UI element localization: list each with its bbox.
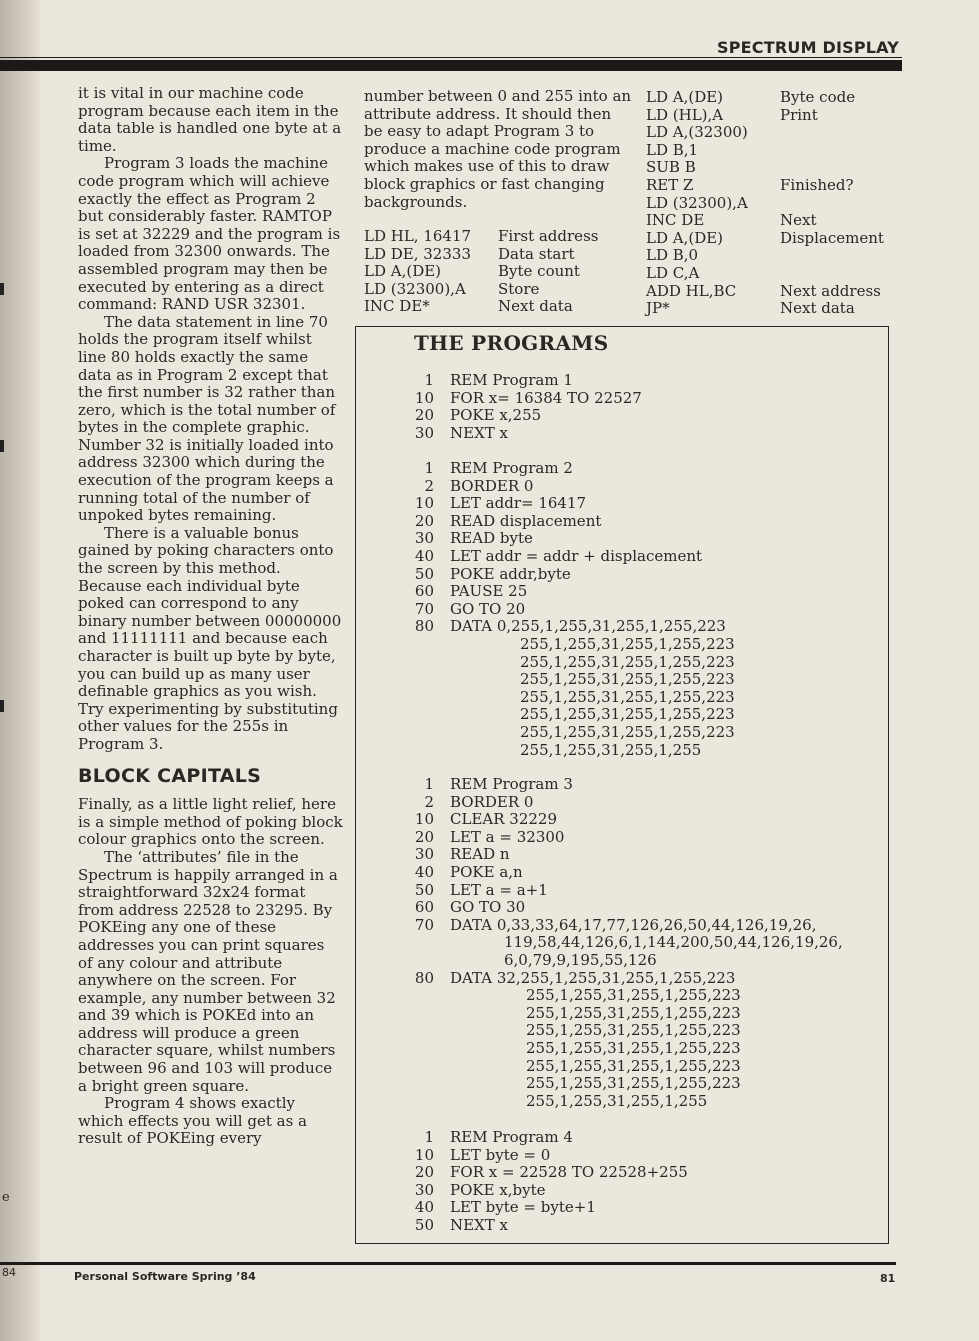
data-continuation: 119,58,44,126,6,1,144,200,50,44,126,19,26, (504, 933, 843, 952)
code-text: FOR x = 22528 TO 22528+255 (450, 1163, 688, 1182)
assembly-line (646, 212, 884, 230)
assembly-comment: Finished? (780, 175, 854, 194)
assembly-comment: First address (498, 227, 599, 245)
code-text: LET byte = 0 (450, 1145, 551, 1164)
line-number: 1 (424, 1128, 434, 1146)
code-text: DATA 0,33,33,64,17,77,126,26,50,44,126,19,26, (450, 915, 817, 934)
data-continuation: 255,1,255,31,255,1,255,223 (526, 1074, 741, 1093)
data-continuation: 255,1,255,31,255,1,255,223 (526, 986, 741, 1005)
assembly-comment: Next (780, 211, 817, 230)
line-number: 70 (414, 915, 434, 934)
assembly-line (646, 247, 884, 265)
code-text: BORDER 0 (450, 476, 534, 495)
code-text: PAUSE 25 (450, 582, 528, 601)
data-continuation: 255,1,255,31,255,1,255,223 (520, 652, 735, 671)
code-line (406, 1164, 688, 1182)
line-number: 60 (414, 582, 434, 601)
line-number: 1 (424, 371, 434, 389)
code-text: READ n (450, 845, 510, 864)
assembly-op: LD B,0 (646, 246, 699, 265)
assembly-op: LD (32300),A (646, 193, 748, 212)
line-number: 1 (424, 775, 434, 793)
assembly-comment: Next data (780, 299, 855, 318)
assembly-comment: Displacement (780, 228, 884, 247)
line-number: 20 (414, 1163, 434, 1182)
paragraph: Program 3 loads the machine code program which will achieve exactly the effect as Program 2 but considerably faster. RAMTOP is set at 32229 and the program is loaded from 32300 onwards. The assembled program may then be executed by entering as a direct command: RAND USR 32301. (78, 154, 341, 314)
code-line (406, 618, 735, 636)
line-number: 40 (414, 1198, 434, 1217)
header-rule-thin (0, 57, 902, 58)
line-number: 30 (414, 423, 434, 442)
code-text: LET addr= 16417 (450, 494, 587, 513)
assembly-line (646, 230, 884, 248)
assembly-op: LD (HL),A (646, 105, 724, 124)
line-number: 30 (414, 529, 434, 548)
line-number: 40 (414, 546, 434, 565)
assembly-comment: Print (780, 105, 818, 124)
paragraph: Program 4 shows exactly which effects you will get as a result of POKEing every (78, 1094, 307, 1148)
assembly-op: JP* (646, 299, 670, 318)
section-title: SPECTRUM DISPLAY (717, 38, 899, 57)
line-number: 20 (414, 511, 434, 530)
assembly-op: SUB B (646, 158, 696, 177)
line-number: 30 (414, 1180, 434, 1199)
code-text: POKE x,255 (450, 406, 542, 425)
code-text: REM Program 1 (450, 371, 573, 389)
code-line (406, 794, 843, 812)
code-text: GO TO 20 (450, 599, 526, 618)
assembly-op: INC DE (646, 211, 705, 230)
assembly-op: LD C,A (646, 263, 700, 282)
code-line (406, 530, 735, 548)
assembly-line (646, 124, 884, 142)
code-line (406, 1147, 688, 1165)
code-text: LET addr = addr + displacement (450, 546, 703, 565)
line-number: 10 (414, 494, 434, 513)
code-text: DATA 0,255,1,255,31,255,1,255,223 (450, 617, 726, 636)
assembly-line (646, 300, 884, 318)
assembly-line (364, 298, 598, 316)
assembly-listing-1 (364, 228, 598, 316)
code-line (406, 846, 843, 864)
page-number: 81 (880, 1272, 896, 1285)
data-continuation: 255,1,255,31,255,1,255,223 (520, 670, 735, 689)
line-number: 80 (414, 617, 434, 636)
code-line (406, 829, 843, 847)
publication-footer: Personal Software Spring ’84 (74, 1270, 256, 1283)
line-number: 20 (414, 827, 434, 846)
code-text: REM Program 2 (450, 459, 573, 477)
line-number: 1 (424, 459, 434, 477)
assembly-comment: Byte count (498, 262, 580, 281)
assembly-line (646, 177, 884, 195)
code-line (406, 1129, 688, 1147)
code-text: READ byte (450, 529, 533, 548)
code-line (406, 372, 642, 390)
line-number: 70 (414, 599, 434, 618)
line-number: 80 (414, 968, 434, 987)
code-text: GO TO 30 (450, 898, 526, 917)
code-text: LET a = a+1 (450, 880, 548, 899)
code-line (406, 583, 735, 601)
line-number: 30 (414, 845, 434, 864)
assembly-line (646, 142, 884, 160)
data-continuation: 255,1,255,31,255,1,255 (520, 740, 702, 759)
code-text: POKE a,n (450, 862, 523, 881)
code-line (406, 1199, 688, 1217)
line-number: 10 (414, 1145, 434, 1164)
line-number: 50 (414, 564, 434, 583)
code-text: REM Program 4 (450, 1128, 573, 1146)
code-text: FOR x= 16384 TO 22527 (450, 388, 642, 407)
assembly-comment: Next data (498, 297, 573, 316)
line-number: 2 (424, 792, 434, 811)
code-line (406, 495, 735, 513)
code-line (406, 1182, 688, 1200)
assembly-line (646, 283, 884, 301)
code-line (406, 899, 843, 917)
data-continuation: 255,1,255,31,255,1,255,223 (520, 722, 735, 741)
assembly-comment: Store (498, 279, 540, 298)
header-rule (0, 60, 902, 71)
block-capitals-heading: BLOCK CAPITALS (78, 764, 262, 787)
code-line (406, 776, 843, 794)
data-continuation: 255,1,255,31,255,1,255,223 (520, 634, 735, 653)
code-line (406, 548, 735, 566)
assembly-line (364, 281, 598, 299)
paragraph: it is vital in our machine code program because each item in the data table is handled one byte at a time. (78, 84, 342, 155)
code-text: BORDER 0 (450, 792, 534, 811)
assembly-line (646, 159, 884, 177)
assembly-comment: Next address (780, 281, 881, 300)
code-text: READ displacement (450, 511, 602, 530)
line-number: 60 (414, 898, 434, 917)
line-number: 50 (414, 1215, 434, 1234)
assembly-op: LD A,(DE) (646, 228, 724, 247)
code-line (406, 460, 735, 478)
code-line (406, 1217, 688, 1235)
previous-page-number: 84 (2, 1266, 16, 1279)
code-text: POKE x,byte (450, 1180, 546, 1199)
data-continuation: 255,1,255,31,255,1,255,223 (520, 687, 735, 706)
assembly-op: LD DE, 32333 (364, 244, 471, 263)
code-text: POKE addr,byte (450, 564, 571, 583)
left-column (78, 85, 343, 1148)
middle-column (364, 88, 634, 211)
program-1-listing (406, 372, 642, 442)
assembly-line (364, 246, 598, 264)
data-continuation: 255,1,255,31,255,1,255,223 (526, 1021, 741, 1040)
assembly-listing-2 (646, 89, 884, 318)
assembly-line (646, 89, 884, 107)
code-line (406, 513, 735, 531)
line-number: 2 (424, 476, 434, 495)
program-3-listing (406, 776, 843, 1110)
line-number: 10 (414, 810, 434, 829)
program-4-listing (406, 1129, 688, 1235)
code-line (406, 882, 843, 900)
data-continuation: 255,1,255,31,255,1,255,223 (520, 705, 735, 724)
paragraph: The data statement in line 70 holds the program itself whilst line 80 holds exactly the same data as in Program 2 except that the first number is 32 rather than zero, which is the total number of bytes in the complete graphic. Number 32 is initially loaded into address 32300 which during the execution of the program keeps a running total of the number of unpoked bytes remaining. (78, 312, 336, 525)
paragraph: There is a valuable bonus gained by poking characters onto the screen by this method. Because each individual byte poked can correspond to any binary number between 00000000 and 11111111 and because each character is built up byte by byte, you can build up as many user definable graphics as you wish. Try experimenting by substituting other values for the 255s in Program 3. (78, 523, 342, 753)
line-number: 50 (414, 880, 434, 899)
code-line (406, 917, 843, 935)
assembly-line (646, 195, 884, 213)
assembly-op: LD B,1 (646, 140, 699, 159)
paragraph: The ‘attributes’ file in the Spectrum is happily arranged in a straightforward 32x24 format from address 22528 to 23295. By POKEing any one of these addresses you can print squares of any colour and attribute anywhere on the screen. For example, any number between 32 and 39 which is POKEd into an address will produce a green character square, whilst numbers between 96 and 103 will produce a bright green square. (78, 847, 338, 1095)
assembly-op: LD A,(DE) (364, 262, 442, 281)
assembly-line (364, 263, 598, 281)
previous-page-edge (0, 0, 40, 1341)
assembly-line (646, 265, 884, 283)
assembly-comment: Data start (498, 244, 575, 263)
data-continuation: 6,0,79,9,195,55,126 (504, 950, 657, 969)
data-continuation: 255,1,255,31,255,1,255,223 (526, 1038, 741, 1057)
code-text: NEXT x (450, 1215, 508, 1234)
code-line (406, 970, 843, 988)
code-text: LET a = 32300 (450, 827, 565, 846)
paragraph: number between 0 and 255 into an attribute address. It should then be easy to adapt Program 3 to produce a machine code program which makes use of this to draw block graphics or fast changing backgrounds. (364, 87, 632, 211)
previous-page-letter: e (2, 1190, 10, 1205)
code-line (406, 566, 735, 584)
programs-box (355, 326, 889, 1244)
code-line (406, 407, 642, 425)
data-continuation: 255,1,255,31,255,1,255,223 (526, 1056, 741, 1075)
code-line (406, 478, 735, 496)
code-line (406, 864, 843, 882)
programs-title: THE PROGRAMS (414, 331, 609, 355)
code-line (406, 601, 735, 619)
line-number: 10 (414, 388, 434, 407)
data-continuation: 255,1,255,31,255,1,255,223 (526, 1003, 741, 1022)
data-continuation: 255,1,255,31,255,1,255 (526, 1091, 708, 1110)
assembly-op: INC DE* (364, 297, 430, 316)
footer-rule (0, 1262, 896, 1265)
code-text: LET byte = byte+1 (450, 1198, 596, 1217)
assembly-op: ADD HL,BC (646, 281, 737, 300)
code-text: REM Program 3 (450, 775, 573, 793)
assembly-op: LD (32300),A (364, 279, 466, 298)
paragraph: Finally, as a little light relief, here is a simple method of poking block colour graphics onto the screen. (78, 795, 343, 849)
assembly-op: LD HL, 16417 (364, 227, 472, 245)
assembly-comment: Byte code (780, 88, 856, 106)
code-text: NEXT x (450, 423, 508, 442)
assembly-line (364, 228, 598, 246)
code-line (406, 425, 642, 443)
code-text: DATA 32,255,1,255,31,255,1,255,223 (450, 968, 736, 987)
code-text: CLEAR 32229 (450, 810, 557, 829)
line-number: 20 (414, 406, 434, 425)
assembly-line (646, 107, 884, 125)
assembly-op: LD A,(32300) (646, 123, 748, 142)
code-line (406, 390, 642, 408)
assembly-op: LD A,(DE) (646, 88, 724, 106)
assembly-op: RET Z (646, 175, 694, 194)
line-number: 40 (414, 862, 434, 881)
code-line (406, 811, 843, 829)
program-2-listing (406, 460, 735, 759)
